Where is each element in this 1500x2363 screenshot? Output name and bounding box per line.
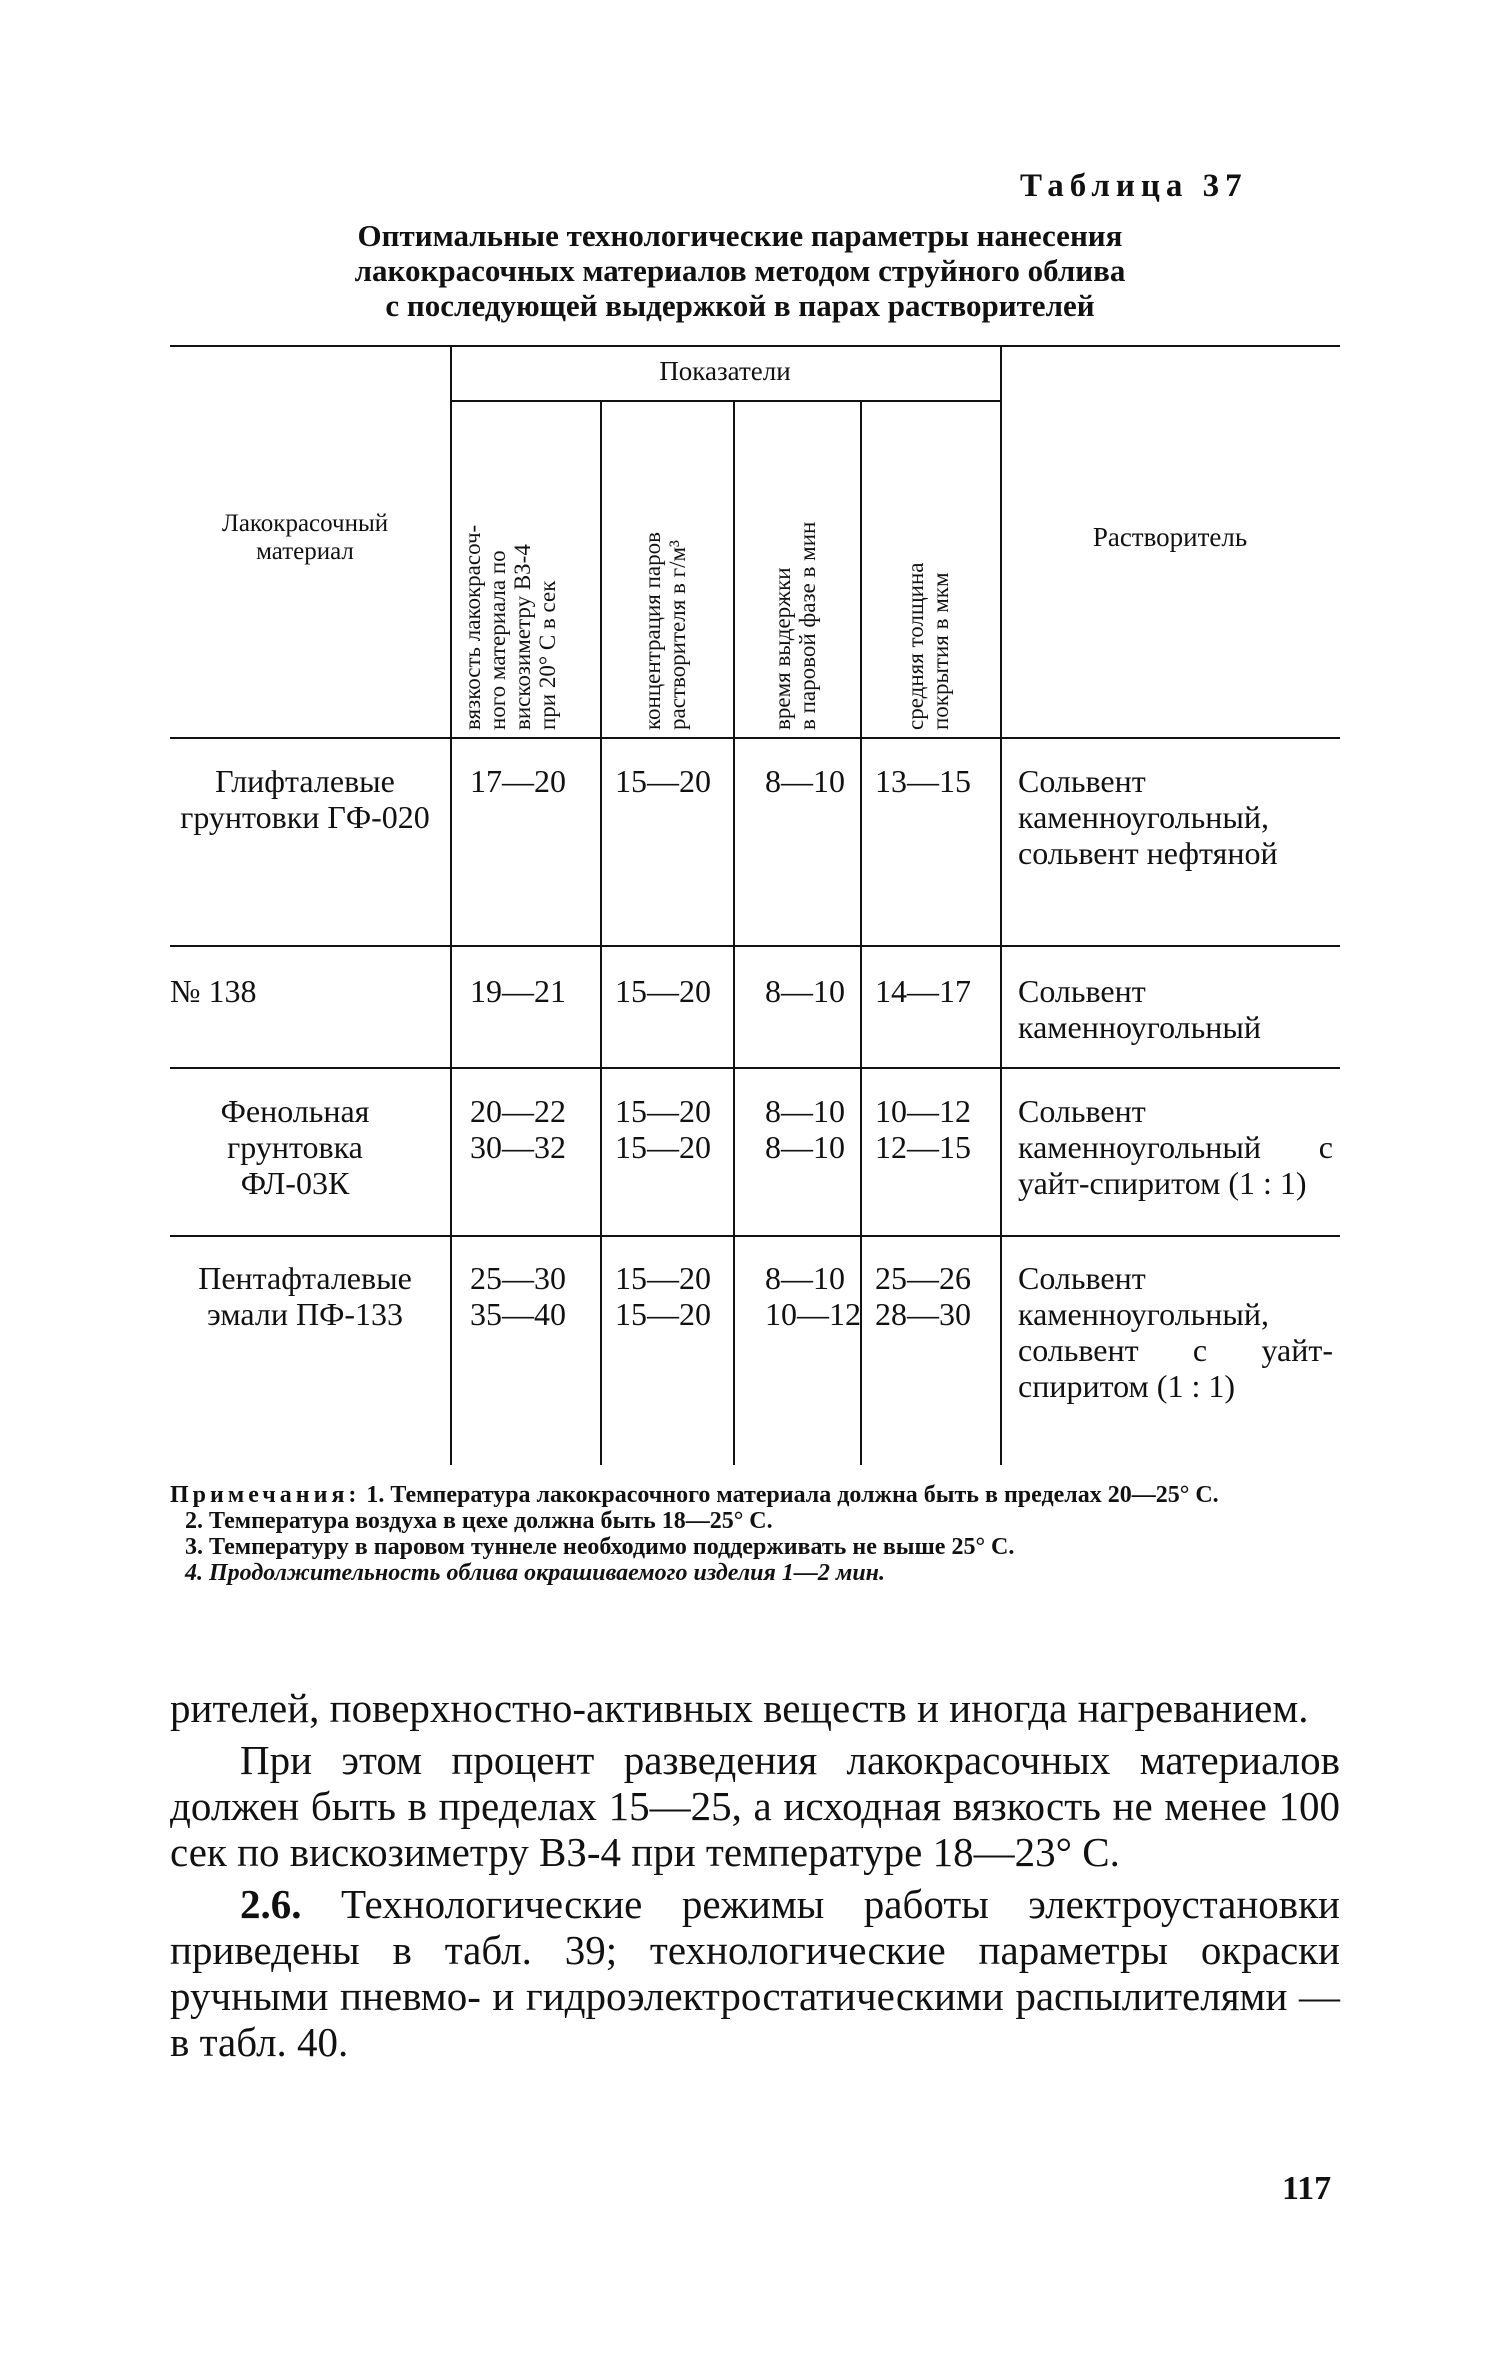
table-title-line: с последующей выдержкой в парах растворителей (385, 288, 1095, 323)
cell-vapor: 15—20 (615, 973, 711, 1009)
cell-value: 35—40 (470, 1296, 566, 1332)
cell-value: 25—26 (875, 1260, 971, 1296)
cell-viscosity (470, 1093, 566, 1165)
cell-value: 8—10 (765, 1260, 845, 1296)
cell-thickness (875, 1093, 971, 1165)
cell-value: 10—12 (875, 1093, 971, 1129)
header-bottom-rule (170, 737, 1340, 739)
header-line: ного материала по (485, 550, 510, 730)
cell-value: 12—15 (875, 1129, 971, 1165)
paragraph: рителей, поверхностно-активных веществ и иногда нагреванием. (170, 1685, 1309, 1731)
header-line: вязкость лакокрасоч- (460, 524, 485, 730)
row-material: № 138 (170, 973, 257, 1009)
note-1 (170, 1482, 1340, 1508)
indicators-rule (450, 400, 1000, 402)
cell-solvent: Сольвент каменноугольный, сольвент нефтяной (1018, 763, 1278, 871)
header-line: растворителя в г/м³ (665, 540, 690, 730)
note-4: 4. Продолжительность облива окрашиваемого изделия 1—2 мин. (185, 1560, 885, 1586)
header-line: средняя толщина (903, 562, 928, 730)
table-notes (170, 1482, 1340, 1586)
cell-vapor: 15—20 (615, 763, 711, 799)
table-title-line: лакокрасочных материалов методом струйного облива (354, 253, 1126, 288)
parameters-table (170, 345, 1340, 1465)
header-line: в паровой фазе в мин (795, 521, 820, 730)
cell-value: 20—22 (470, 1093, 566, 1129)
cell-value: 15—20 (615, 1260, 711, 1296)
page-number: 117 (1282, 2170, 1332, 2207)
column-rule (600, 400, 602, 1465)
row-separator (170, 1235, 1340, 1237)
header-line: время выдержки (770, 567, 795, 730)
cell-value: 30—32 (470, 1129, 566, 1165)
header-viscosity (460, 525, 560, 730)
cell-time (765, 1093, 845, 1165)
column-rule (1000, 345, 1002, 1465)
row-material: Глифталевые грунтовки ГФ-020 (180, 763, 430, 835)
header-line: при 20° С в сек (535, 580, 560, 730)
cell-value: 8—10 (765, 1129, 845, 1165)
header-indicators: Показатели (659, 356, 791, 386)
section-number: 2.6. (240, 1881, 302, 1927)
table-label: Таблица 37 (1020, 168, 1248, 204)
paragraph (170, 1881, 1340, 2065)
table-title (240, 218, 1240, 323)
cell-thickness: 13—15 (875, 763, 971, 799)
header-line: концентрация паров (640, 531, 665, 730)
row-separator (170, 1067, 1340, 1069)
header-holding-time (770, 522, 820, 730)
cell-vapor (615, 1093, 711, 1165)
header-vapor-concentration (640, 532, 690, 730)
note-text: 1. Температура лакокрасочного материала должна быть в пределах 20—25° С. (366, 1482, 1219, 1508)
cell-value: 25—30 (470, 1260, 566, 1296)
header-thickness (903, 563, 953, 731)
notes-heading: Примечания: (170, 1482, 361, 1508)
table-title-line: Оптимальные технологические параметры нанесения (357, 218, 1123, 253)
cell-vapor (615, 1260, 711, 1332)
row-material: Фенольная грунтовка ФЛ-03К (220, 1093, 370, 1201)
note-2: 2. Температура воздуха в цехе должна быть 18—25° С. (185, 1508, 773, 1534)
cell-time: 8—10 (765, 763, 845, 799)
header-line: покрытия в мкм (928, 572, 953, 730)
cell-solvent: Сольвент каменноугольный, сольвент с уайт-спиритом (1 : 1) (1018, 1260, 1333, 1404)
cell-value: 15—20 (615, 1296, 711, 1332)
cell-thickness: 14—17 (875, 973, 971, 1009)
cell-value: 15—20 (615, 1129, 711, 1165)
cell-viscosity: 17—20 (470, 763, 566, 799)
cell-time (765, 1260, 861, 1332)
cell-viscosity: 19—21 (470, 973, 566, 1009)
paragraph: При этом процент разведения лакокрасочных материалов должен быть в пределах 15—25, а исходная вязкость не менее 100 сек по вискозиметру ВЗ-4 при температуре 18—23° С. (170, 1737, 1340, 1875)
cell-value: 10—12 (765, 1296, 861, 1332)
paragraph-text: Технологические режимы работы электроустановки приведены в табл. 39; технологические параметры окраски ручными пневмо- и гидроэлектростатическими распылителями — в табл. 40. (170, 1881, 1340, 2065)
header-solvent: Растворитель (1092, 522, 1248, 552)
row-separator (170, 945, 1340, 947)
cell-solvent: Сольвент каменноугольный (1018, 973, 1261, 1045)
cell-solvent: Сольвент каменноугольный с уайт-спиритом (1 : 1) (1018, 1093, 1333, 1201)
cell-time: 8—10 (765, 973, 845, 1009)
column-rule (450, 345, 452, 1465)
header-line: вискозиметру ВЗ-4 (510, 544, 535, 730)
cell-viscosity (470, 1260, 566, 1332)
cell-thickness (875, 1260, 971, 1332)
cell-value: 8—10 (765, 1093, 845, 1129)
cell-value: 15—20 (615, 1093, 711, 1129)
header-material: Лакокрасочный материал (221, 510, 389, 565)
note-3: 3. Температуру в паровом туннеле необходимо поддерживать не выше 25° С. (185, 1534, 1015, 1560)
cell-value: 28—30 (875, 1296, 971, 1332)
table-top-rule (170, 345, 1340, 347)
column-rule (733, 400, 735, 1465)
row-material: Пентафталевые эмали ПФ-133 (198, 1260, 412, 1332)
body-text (170, 1685, 1340, 2065)
